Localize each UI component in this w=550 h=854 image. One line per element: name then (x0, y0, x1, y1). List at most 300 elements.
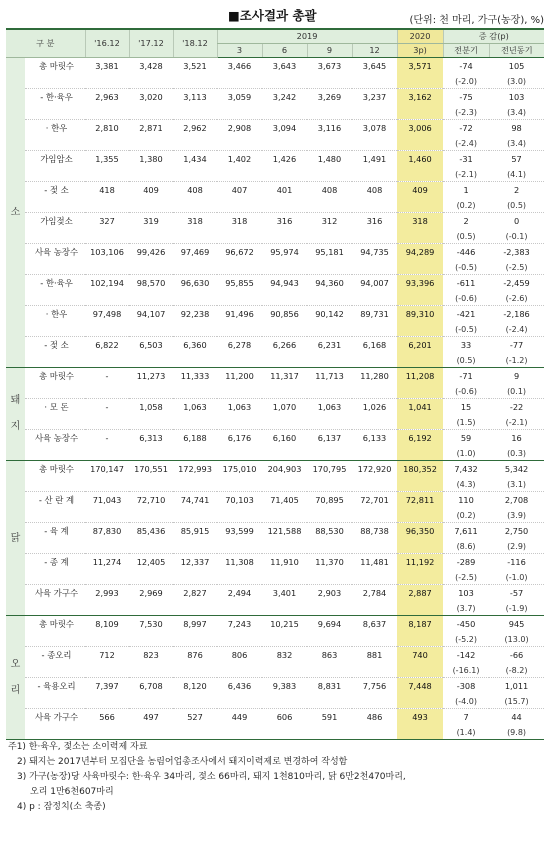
table-row-pct (6, 602, 544, 616)
cell-value: 319 (129, 213, 173, 230)
cell-value: 102,194 (85, 275, 129, 292)
cell-value: -450 (456, 619, 476, 630)
cell-value: - (105, 371, 109, 382)
table-row-pct (6, 633, 544, 647)
cell-value: 418 (85, 182, 129, 199)
table-row (6, 399, 544, 416)
cell-value: 712 (85, 647, 129, 664)
cell-value: 2,708 (489, 492, 544, 509)
cell-value: 204,903 (267, 464, 302, 475)
cell-percent: (0.3) (489, 447, 544, 461)
cell-value: 11,200 (225, 371, 254, 382)
row-label: · 한우 (25, 306, 85, 323)
cell-value: 6,503 (129, 337, 173, 354)
highlight-filler (397, 292, 443, 306)
cell-value: 2,827 (173, 585, 217, 602)
table-row-pct (6, 447, 544, 461)
cell-value: 98,570 (129, 275, 173, 292)
cell-percent: (-0.5) (455, 262, 477, 272)
highlight-filler (397, 478, 443, 492)
blank-cell (25, 385, 397, 399)
report-header (0, 0, 550, 28)
row-label: 가임암소 (25, 151, 85, 168)
group-label (6, 616, 25, 740)
cell-value: 3,237 (352, 89, 397, 106)
cell-value: 72,710 (129, 492, 173, 509)
cell-value: 1,402 (217, 151, 262, 168)
table-row (6, 244, 544, 261)
cell-value: -31 (443, 151, 489, 168)
cell-value: 3,006 (397, 120, 443, 137)
cell-value: 9,383 (262, 678, 307, 695)
cell-value: 8,637 (362, 619, 387, 630)
cell-value: 7,243 (227, 619, 252, 630)
cell-value: -66 (489, 647, 544, 664)
blank-cell (25, 571, 397, 585)
cell-value: - (85, 399, 129, 416)
footnote-2: 2) 돼지는 2017년부터 모집단을 농림어업총조사에서 돼지이력제로 변경하여 작성함 (17, 757, 348, 767)
cell-value: 8,187 (397, 616, 443, 633)
cell-value: 6,160 (262, 430, 307, 447)
cell-value: 2 (443, 213, 489, 230)
cell-value: 11,481 (352, 554, 397, 571)
header-change: 증 감(p) (443, 29, 544, 44)
cell-value: 3,428 (139, 61, 163, 72)
cell-value: 1,063 (307, 399, 352, 416)
cell-value: 1,426 (262, 151, 307, 168)
highlight-filler (397, 726, 443, 740)
cell-value: 33 (443, 337, 489, 354)
header-2019: 2019 (217, 29, 397, 44)
cell-value: 497 (129, 709, 173, 726)
cell-value: 2,494 (217, 585, 262, 602)
cell-value: 823 (129, 647, 173, 664)
highlight-filler (397, 602, 443, 616)
blank-cell (25, 354, 397, 368)
cell-value: 95,855 (217, 275, 262, 292)
cell-value: 6,137 (307, 430, 352, 447)
blank-cell (25, 447, 397, 461)
cell-value: 96,672 (217, 244, 262, 261)
cell-value: 11,308 (217, 554, 262, 571)
footnote-4: 4) p : 잠정치(소 축종) (17, 802, 106, 812)
blank-cell (25, 478, 397, 492)
cell-value: 409 (129, 182, 173, 199)
header-2019-m6: 6 (262, 44, 307, 58)
table-row-pct (6, 168, 544, 182)
cell-value: 1,011 (489, 678, 544, 695)
cell-value: - (85, 430, 129, 447)
cell-value: 11,274 (85, 554, 129, 571)
cell-value: 172,993 (178, 464, 212, 475)
row-label: · 한우 (25, 120, 85, 137)
cell-value: 3,116 (307, 120, 352, 137)
highlight-filler (397, 633, 443, 647)
cell-value: 94,735 (352, 244, 397, 261)
cell-value: 8,120 (173, 678, 217, 695)
cell-value: 8,109 (95, 619, 119, 630)
cell-percent: (0.5) (507, 200, 527, 210)
header-2016: '16.12 (85, 29, 129, 58)
cell-value: -116 (489, 554, 544, 571)
cell-value: 7,756 (352, 678, 397, 695)
table-row (6, 461, 544, 478)
cell-value: -57 (489, 585, 544, 602)
cell-value: 175,010 (222, 464, 257, 475)
cell-percent: (3.0) (507, 76, 527, 86)
footnote-3: 3) 가구(농장)당 사육마릿수: 한·육우 34마리, 젖소 66마리, 돼지 1천810마리, 닭 6만2천470마리, (17, 772, 406, 782)
cell-value: 9 (513, 371, 520, 382)
cell-value: 98 (489, 120, 544, 137)
cell-value: 12,337 (173, 554, 217, 571)
cell-value: 2,750 (489, 523, 544, 540)
highlight-filler (397, 75, 443, 89)
cell-value: 7,432 (454, 464, 478, 475)
cell-value: 1,434 (173, 151, 217, 168)
cell-value: 11,317 (270, 371, 299, 382)
cell-value: 103,106 (85, 244, 129, 261)
footnote-1: 주1) 한·육우, 젖소는 소이력제 자료 (8, 742, 148, 752)
cell-value: -308 (443, 678, 489, 695)
cell-value: 1,460 (397, 151, 443, 168)
cell-percent: (8.6) (456, 541, 476, 551)
cell-value: 407 (217, 182, 262, 199)
cell-value: -2,459 (489, 275, 544, 292)
cell-value: 863 (307, 647, 352, 664)
cell-value: 85,915 (173, 523, 217, 540)
cell-value: 1,355 (85, 151, 129, 168)
group-name: 소 (10, 207, 21, 218)
table-row-pct (6, 478, 544, 492)
cell-value: 89,731 (352, 306, 397, 323)
cell-percent: (-2.4) (455, 138, 477, 148)
cell-value: 316 (262, 213, 307, 230)
table-row (6, 337, 544, 354)
cell-value: 5,342 (504, 464, 529, 475)
cell-value: 8,997 (183, 619, 207, 630)
table-row-pct (6, 571, 544, 585)
highlight-filler (397, 137, 443, 151)
blank-cell (25, 540, 397, 554)
blank-cell (25, 416, 397, 430)
cell-value: 566 (85, 709, 129, 726)
cell-value: 90,856 (262, 306, 307, 323)
cell-value: 95,181 (307, 244, 352, 261)
blank-cell (25, 168, 397, 182)
cell-value: 3,571 (397, 58, 443, 75)
cell-percent: (2.9) (507, 541, 527, 551)
cell-percent: (0.2) (456, 510, 476, 520)
cell-percent: (-2.4) (505, 324, 528, 334)
cell-value: 96,350 (397, 523, 443, 540)
cell-value: 1,380 (129, 151, 173, 168)
cell-value: 11,280 (360, 371, 389, 382)
cell-percent: (1.5) (456, 417, 476, 427)
highlight-filler (397, 261, 443, 275)
cell-value: 327 (85, 213, 129, 230)
unit-note: (단위: 천 마리, 가구(농장), %) (409, 15, 544, 26)
table-row (6, 585, 544, 602)
table-row (6, 58, 544, 75)
header-2017: '17.12 (129, 29, 173, 58)
cell-value: -142 (443, 647, 489, 664)
cell-value: 591 (307, 709, 352, 726)
cell-value: 3,113 (173, 89, 217, 106)
row-label: 총 마릿수 (38, 464, 75, 475)
cell-value: 88,530 (307, 523, 352, 540)
highlight-filler (397, 447, 443, 461)
table-row-pct (6, 416, 544, 430)
cell-value: 6,822 (85, 337, 129, 354)
cell-value: 74,741 (173, 492, 217, 509)
cell-value: 11,713 (315, 371, 344, 382)
table-row-pct (6, 385, 544, 399)
footnote-3-cont: 오리 1만6천607마리 (30, 787, 114, 797)
cell-value: -421 (443, 306, 489, 323)
header-prev-year: 전년동기 (489, 44, 544, 58)
blank-cell (25, 633, 397, 647)
cell-value: 57 (489, 151, 544, 168)
cell-value: 493 (397, 709, 443, 726)
header-row-1 (6, 29, 544, 44)
cell-value: 527 (173, 709, 217, 726)
cell-value: 10,215 (270, 619, 299, 630)
table-row-pct (6, 354, 544, 368)
cell-value: 72,701 (352, 492, 397, 509)
cell-value: 6,231 (307, 337, 352, 354)
cell-value: 6,360 (173, 337, 217, 354)
cell-value: 408 (173, 182, 217, 199)
header-2019-m9: 9 (307, 44, 352, 58)
highlight-filler (397, 230, 443, 244)
cell-value: -71 (459, 371, 473, 382)
cell-percent: (-0.1) (505, 231, 528, 241)
cell-value: 6,436 (217, 678, 262, 695)
cell-percent: (1.0) (443, 447, 489, 461)
cell-value: 449 (217, 709, 262, 726)
cell-value: 2,963 (85, 89, 129, 106)
blank-cell (25, 292, 397, 306)
cell-value: 7,530 (139, 619, 163, 630)
cell-value: 401 (262, 182, 307, 199)
cell-value: 2 (489, 182, 544, 199)
cell-value: 2,784 (352, 585, 397, 602)
highlight-filler (397, 354, 443, 368)
table-row (6, 523, 544, 540)
cell-value: -72 (443, 120, 489, 137)
cell-value: 409 (397, 182, 443, 199)
cell-percent: (-8.2) (505, 665, 528, 675)
blank-cell (25, 509, 397, 523)
cell-value: 6,188 (173, 430, 217, 447)
cell-percent: (3.4) (507, 107, 527, 117)
row-label: - 육용오리 (25, 678, 85, 695)
cell-value: 11,192 (397, 554, 443, 571)
table-row (6, 275, 544, 292)
cell-value: 8,831 (307, 678, 352, 695)
cell-value: 59 (443, 430, 489, 447)
cell-value: 94,107 (129, 306, 173, 323)
cell-value: 1,063 (217, 399, 262, 416)
cell-value: 3,078 (352, 120, 397, 137)
cell-percent: (-2.5) (455, 572, 477, 582)
cell-value: 85,436 (129, 523, 173, 540)
cell-value: 94,007 (352, 275, 397, 292)
row-label: 사육 농장수 (25, 430, 85, 447)
cell-value: 1,491 (352, 151, 397, 168)
cell-value: 6,201 (397, 337, 443, 354)
cell-value: 2,993 (85, 585, 129, 602)
cell-value: 318 (173, 213, 217, 230)
cell-percent: (3.4) (507, 138, 527, 148)
cell-value: 3,020 (129, 89, 173, 106)
row-label: - 젖 소 (25, 337, 85, 354)
cell-value: 11,273 (136, 371, 166, 382)
cell-value: 312 (307, 213, 352, 230)
table-row (6, 306, 544, 323)
footnotes (8, 740, 406, 815)
blank-cell (25, 323, 397, 337)
cell-value: 1,063 (173, 399, 217, 416)
cell-value: 16 (489, 430, 544, 447)
group-label (6, 58, 25, 368)
cell-percent: (3.9) (507, 510, 527, 520)
cell-percent: (13.0) (504, 634, 529, 644)
blank-cell (25, 261, 397, 275)
cell-value: 103 (489, 89, 544, 106)
group-label (6, 461, 25, 616)
cell-percent: (-0.6) (455, 293, 477, 303)
cell-value: 93,599 (217, 523, 262, 540)
row-label: - 한·육우 (25, 275, 85, 292)
highlight-filler (397, 323, 443, 337)
header-2020: 2020 (397, 29, 443, 44)
table-row-pct (6, 726, 544, 740)
cell-percent: (-2.3) (455, 107, 477, 117)
cell-percent: (-0.6) (455, 386, 477, 396)
cell-value: 318 (397, 213, 443, 230)
cell-value: 70,895 (307, 492, 352, 509)
cell-percent: (0.5) (443, 354, 489, 368)
table-row (6, 492, 544, 509)
cell-value: 408 (307, 182, 352, 199)
cell-value: 1,480 (307, 151, 352, 168)
cell-value: 2,810 (85, 120, 129, 137)
highlight-filler (397, 695, 443, 709)
blank-cell (25, 230, 397, 244)
cell-value: 89,310 (397, 306, 443, 323)
cell-value: 3,381 (95, 61, 119, 72)
cell-value: 97,469 (173, 244, 217, 261)
table-title: ■조사결과 총괄 (228, 8, 317, 23)
cell-value: 15 (443, 399, 489, 416)
cell-value: 806 (217, 647, 262, 664)
cell-percent: (-4.0) (455, 696, 477, 706)
table-row-pct (6, 106, 544, 120)
table-row (6, 368, 544, 385)
cell-value: 881 (352, 647, 397, 664)
cell-percent: (-2.6) (505, 293, 528, 303)
cell-value: 11,333 (180, 371, 210, 382)
table-row-pct (6, 323, 544, 337)
cell-value: 172,920 (357, 464, 392, 475)
cell-value: 6,133 (352, 430, 397, 447)
cell-value: 170,147 (90, 464, 124, 475)
cell-value: 180,352 (397, 461, 443, 478)
cell-value: 1,058 (129, 399, 173, 416)
cell-percent: (0.5) (456, 231, 476, 241)
cell-value: 3,673 (317, 61, 342, 72)
cell-percent: (-2.0) (455, 76, 477, 86)
cell-value: 103 (443, 585, 489, 602)
table-row-pct (6, 199, 544, 213)
row-label: 총 마릿수 (38, 61, 75, 72)
cell-percent: (4.1) (507, 169, 527, 179)
cell-value: 121,588 (262, 523, 307, 540)
cell-value: 3,094 (262, 120, 307, 137)
cell-value: 3,269 (307, 89, 352, 106)
cell-value: 2,962 (173, 120, 217, 137)
cell-value: 3,242 (262, 89, 307, 106)
cell-value: 6,278 (217, 337, 262, 354)
table-row-pct (6, 540, 544, 554)
cell-value: 1,041 (397, 399, 443, 416)
row-label: - 종오리 (25, 647, 85, 664)
cell-value: 3,645 (362, 61, 387, 72)
cell-value: 6,192 (397, 430, 443, 447)
table-row-pct (6, 695, 544, 709)
cell-value: 7,397 (85, 678, 129, 695)
cell-value: 876 (173, 647, 217, 664)
cell-value: 2,908 (217, 120, 262, 137)
highlight-filler (397, 416, 443, 430)
cell-value: 6,313 (129, 430, 173, 447)
cell-value: 72,811 (397, 492, 443, 509)
highlight-filler (397, 168, 443, 182)
table-row-pct (6, 261, 544, 275)
table-row (6, 182, 544, 199)
cell-value: 606 (262, 709, 307, 726)
row-label: 사육 농장수 (25, 244, 85, 261)
header-2019-m12: 12 (352, 44, 397, 58)
blank-cell (25, 106, 397, 120)
cell-value: 740 (397, 647, 443, 664)
cell-value: 9,694 (317, 619, 342, 630)
cell-value: 2,903 (307, 585, 352, 602)
summary-table (6, 28, 544, 740)
highlight-filler (397, 199, 443, 213)
cell-value: 7,611 (443, 523, 489, 540)
header-2020-p3: 3p) (397, 44, 443, 58)
cell-value: 6,266 (262, 337, 307, 354)
cell-value: 3,466 (227, 61, 252, 72)
cell-value: 93,396 (397, 275, 443, 292)
cell-value: 2,871 (129, 120, 173, 137)
table-row-pct (6, 137, 544, 151)
cell-value: -446 (443, 244, 489, 261)
cell-value: 44 (489, 709, 544, 726)
header-2018: '18.12 (173, 29, 217, 58)
cell-percent: (-2.1) (455, 169, 477, 179)
cell-value: 11,370 (307, 554, 352, 571)
cell-value: 99,426 (129, 244, 173, 261)
highlight-filler (397, 540, 443, 554)
cell-value: 12,405 (129, 554, 173, 571)
cell-value: 316 (352, 213, 397, 230)
row-label: 사육 가구수 (25, 585, 85, 602)
cell-value: 318 (217, 213, 262, 230)
highlight-filler (397, 509, 443, 523)
